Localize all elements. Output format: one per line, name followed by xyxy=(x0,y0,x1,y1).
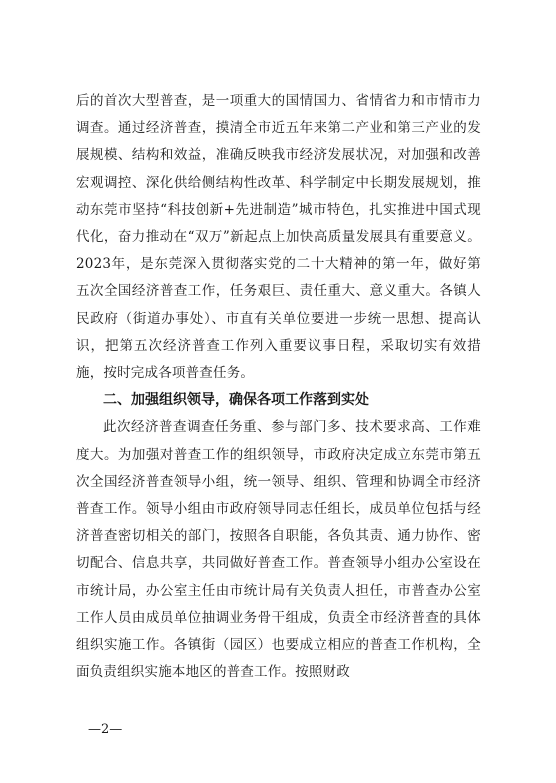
section-heading: 二、加强组织领导，确保各项工作落到实处 xyxy=(103,392,369,409)
page-number: —2— xyxy=(88,722,123,737)
document-body xyxy=(76,88,481,686)
body-paragraph: 此次经济普查调查任务重、参与部门多、技术要求高、工作难度大。为加强对普查工作的组织领导，市政府决定成立东莞市第五次全国经济普查领导小组，统一领导、组织、管理和协调全市经济普查工作。领导小组由市政府领导同志任组长，成员单位包括与经济普查密切相关的部门，按照各自职能，各负其责、通力协作、密切配合、信息共享，共同做好普查工作。普查领导小组办公室设在市统计局，办公室主任由市统计局有关负责人担任，市普查办公室工作人员由成员单位抽调业务骨干组成，负责全市经济普查的具体组织实施工作。各镇街（园区）也要成立相应的普查工作机构，全面负责组织实施本地区的普查工作。按照财政 xyxy=(76,419,481,681)
body-paragraph: 后的首次大型普查，是一项重大的国情国力、省情省力和市情市力调查。通过经济普查，摸清全市近五年来第二产业和第三产业的发展规模、结构和效益，准确反映我市经济发展状况，对加强和改善宏观调控、深化供给侧结构性改革、科学制定中长期发展规划，推动东莞市坚持“科技创新+先进制造”城市特色，扎实推进中国式现代化，奋力推动在“双万”新起点上加快高质量发展具有重要意义。2023年，是东莞深入贯彻落实党的二十大精神的第一年，做好第五次全国经济普查工作，任务艰巨、责任重大、意义重大。各镇人民政府（街道办事处）、市直有关单位要进一步统一思想、提高认识，把第五次经济普查工作列入重要议事日程，采取切实有效措施，按时完成各项普查任务。 xyxy=(76,93,481,382)
